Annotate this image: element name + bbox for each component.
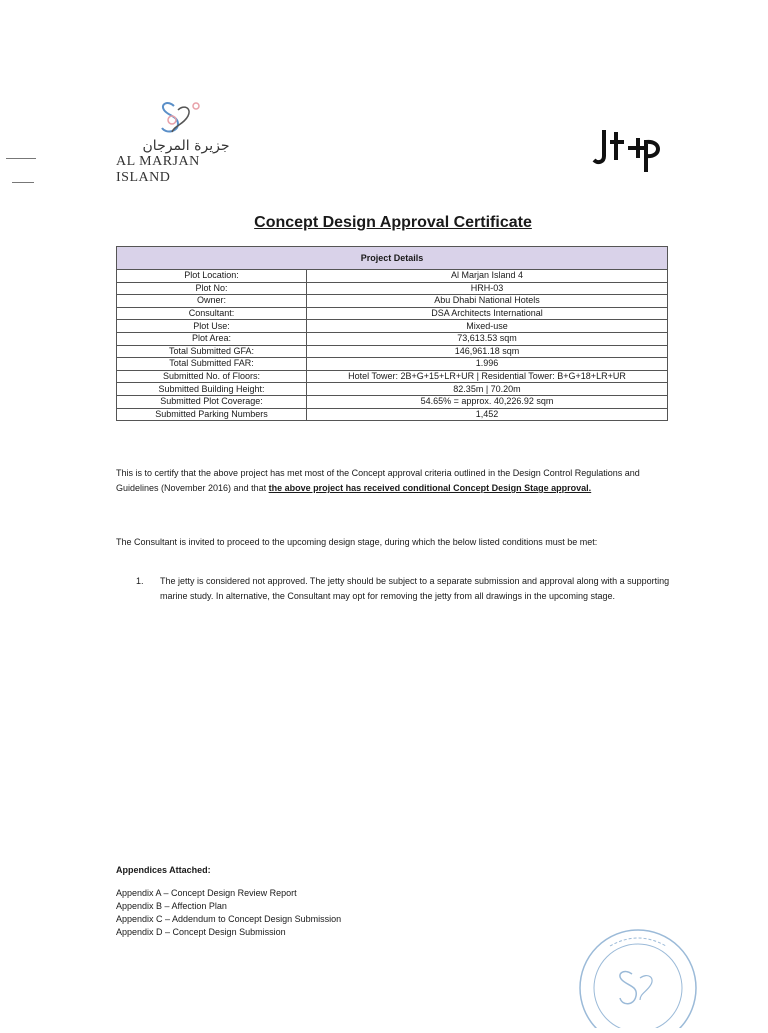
scan-mark [12,182,34,183]
row-label: Owner: [117,295,307,308]
row-value: DSA Architects International [307,307,668,320]
invitation-paragraph: The Consultant is invited to proceed to the upcoming design stage, during which the below listed conditions must be met: [116,537,598,547]
table-row [117,345,668,358]
certify-text: This is to certify that the above project has met most of the Concept approval criteria outlined in the Design Control Regulations and Guidelines (November 2016) and that [116,468,640,493]
appendix-item: Appendix D – Concept Design Submission [116,927,286,937]
table-row [117,307,668,320]
row-label: Submitted Plot Coverage: [117,395,307,408]
brand-arabic-name: جزيرة المرجان [142,138,230,154]
appendix-item: Appendix B – Affection Plan [116,901,227,911]
condition-text: The jetty is considered not approved. The jetty should be subject to a separate submission and approval along with a supporting marine study. In alternative, the Consultant may opt for removing the jetty from all drawings in the upcoming stage. [160,576,670,601]
row-label: Submitted Parking Numbers [117,408,307,421]
row-label: Submitted No. of Floors: [117,370,307,383]
row-value: 1.996 [307,358,668,371]
project-details-table [116,246,668,421]
stamp-seal-icon [570,918,700,1028]
table-row [117,332,668,345]
al-marjan-emblem-icon [112,96,262,138]
jtp-logo-icon [590,122,670,178]
table-row [117,320,668,333]
row-label: Plot No: [117,282,307,295]
row-value: HRH-03 [307,282,668,295]
table-row [117,408,668,421]
brand-latin-name: AL MARJAN ISLAND [116,154,200,185]
row-value: Hotel Tower: 2B+G+15+LR+UR | Residential Tower: B+G+18+LR+UR [307,370,668,383]
condition-number: 1. [136,576,144,586]
appendices-section [116,864,516,939]
document-title: Concept Design Approval Certificate [254,214,532,231]
row-label: Submitted Building Height: [117,383,307,396]
official-stamp [570,918,700,1028]
row-label: Consultant: [117,307,307,320]
table-row [117,383,668,396]
table-row [117,370,668,383]
table-row [117,358,668,371]
appendix-item: Appendix C – Addendum to Concept Design Submission [116,914,342,924]
row-value: 54.65% = approx. 40,226.92 sqm [307,395,668,408]
row-value: 1,452 [307,408,668,421]
appendices-header: Appendices Attached: [116,865,211,875]
row-value: Abu Dhabi National Hotels [307,295,668,308]
table-header: Project Details [117,247,668,270]
row-label: Total Submitted GFA: [117,345,307,358]
row-label: Plot Area: [117,332,307,345]
table-row [117,270,668,283]
row-value: 146,961.18 sqm [307,345,668,358]
certification-paragraph [116,466,670,496]
appendix-item: Appendix A – Concept Design Review Report [116,888,297,898]
al-marjan-logo [112,96,262,185]
row-value: 73,613.53 sqm [307,332,668,345]
table-row [117,282,668,295]
row-label: Total Submitted FAR: [117,358,307,371]
certify-emphasis: the above project has received conditional Concept Design Stage approval. [268,483,592,493]
row-value: Al Marjan Island 4 [307,270,668,283]
row-value: 82.35m | 70.20m [307,383,668,396]
row-value: Mixed-use [307,320,668,333]
table-row [117,295,668,308]
row-label: Plot Use: [117,320,307,333]
table-row [117,395,668,408]
jtp-logo [590,122,670,178]
scan-mark [6,158,36,159]
row-label: Plot Location: [117,270,307,283]
